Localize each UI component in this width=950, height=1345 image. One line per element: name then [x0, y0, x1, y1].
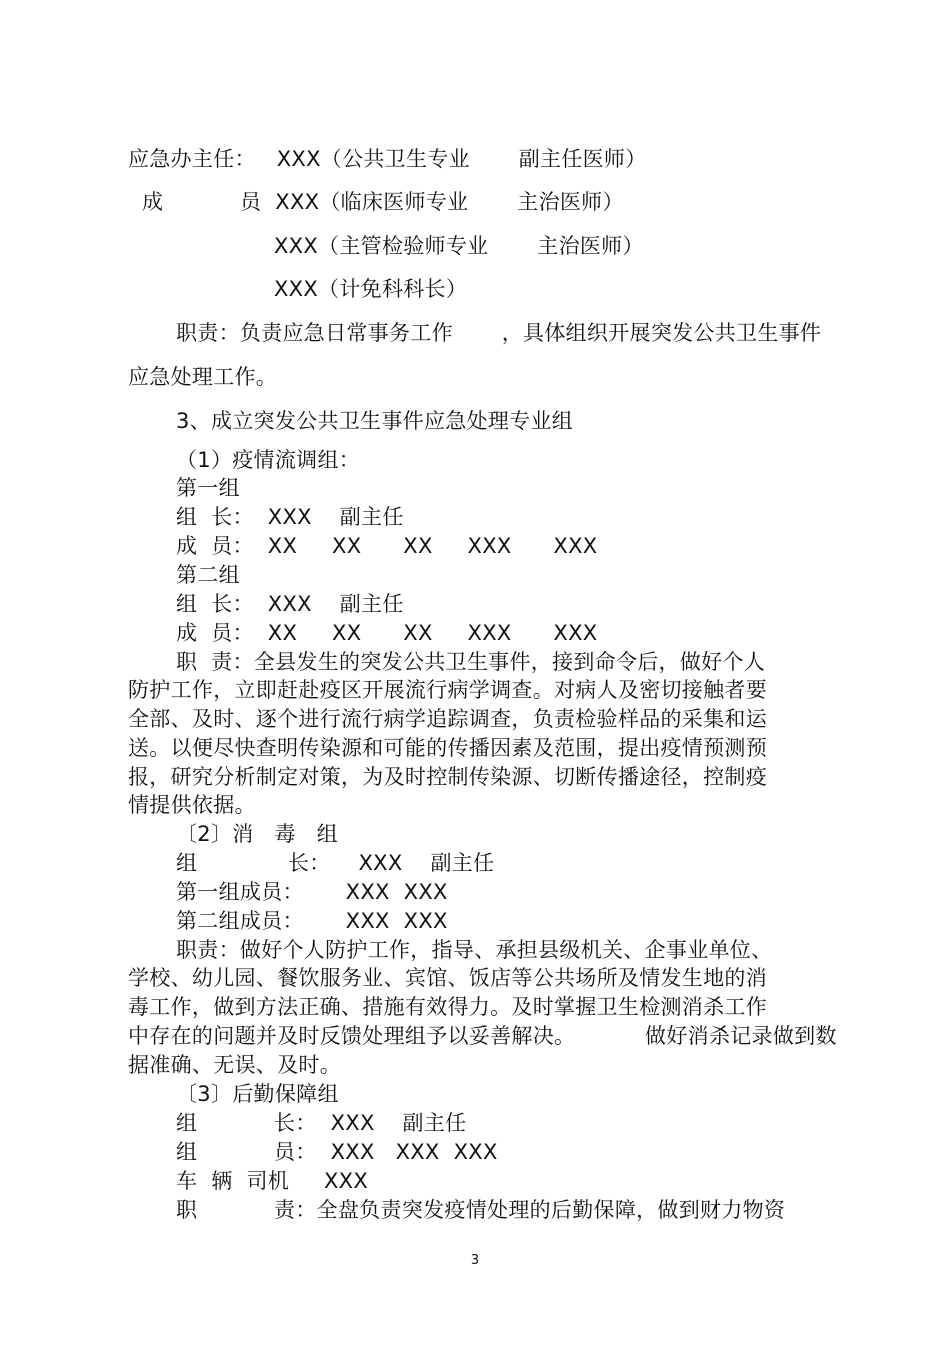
text-line: 车 辆 司机 XXX [176, 1169, 369, 1193]
text-line: 组 长： XXX 副主任 [176, 592, 404, 616]
text-line: 应急处理工作。 [128, 365, 278, 389]
page-number: 3 [470, 1253, 480, 1268]
text-line: 组 长： XXX 副主任 [176, 505, 404, 529]
text-line: 成 员： XX XX XX XXX XXX [176, 621, 598, 645]
text-line: 应急办主任： XXX（公共卫生专业 副主任医师） [128, 147, 647, 171]
text-line: 职责：做好个人防护工作，指导、承担县级机关、企事业单位、 [176, 938, 773, 962]
text-line: 全部、及时、逐个进行流行病学追踪调查，负责检验样品的采集和运 [128, 707, 767, 731]
text-line: XXX（主管检验师专业 主治医师） [274, 234, 644, 258]
text-line: 职责：负责应急日常事务工作 ，具体组织开展突发公共卫生事件 [176, 321, 822, 345]
section-heading: 3、成立突发公共卫生事件应急处理专业组 [176, 409, 574, 433]
text-line: 第二组成员： XXX XXX [176, 909, 448, 933]
subsection-heading: （1）疫情流调组： [176, 448, 361, 472]
text-line: 第一组成员： XXX XXX [176, 880, 448, 904]
text-line: 学校、幼儿园、餐饮服务业、宾馆、饭店等公共场所及情发生地的消 [128, 966, 767, 990]
text-line: 情提供依据。 [128, 793, 256, 817]
text-line: 报，研究分析制定对策，为及时控制传染源、切断传播途径，控制疫 [128, 765, 767, 789]
text-line: 职 责：全县发生的突发公共卫生事件，接到命令后，做好个人 [176, 650, 766, 674]
subsection-heading: 〔3〕后勤保障组 [176, 1082, 339, 1106]
text-line: 第一组 [176, 476, 240, 500]
text-line: XXX（计免科科长） [274, 277, 468, 301]
text-line: 组 长： XXX 副主任 [176, 851, 495, 875]
subsection-heading: 〔2〕消 毒 组 [176, 822, 339, 846]
text-line: 组 长： XXX 副主任 [176, 1111, 467, 1135]
text-line: 职 责：全盘负责突发疫情处理的后勤保障，做到财力物资 [176, 1198, 786, 1222]
text-line: 中存在的问题并及时反馈处理组予以妥善解决。 做好消杀记录做到数 [128, 1024, 837, 1048]
text-line: 成 员 XXX（临床医师专业 主治医师） [142, 190, 624, 214]
text-line: 第二组 [176, 563, 240, 587]
text-line: 成 员： XX XX XX XXX XXX [176, 534, 598, 558]
text-line: 送。以便尽快查明传染源和可能的传播因素及范围，提出疫情预测预 [128, 736, 767, 760]
text-line: 据准确、无误、及时。 [128, 1053, 341, 1077]
text-line: 防护工作，立即赶赴疫区开展流行病学调查。对病人及密切接触者要 [128, 678, 767, 702]
text-line: 组 员： XXX XXX XXX [176, 1140, 498, 1164]
text-line: 毒工作，做到方法正确、措施有效得力。及时掌握卫生检测消杀工作 [128, 995, 767, 1019]
